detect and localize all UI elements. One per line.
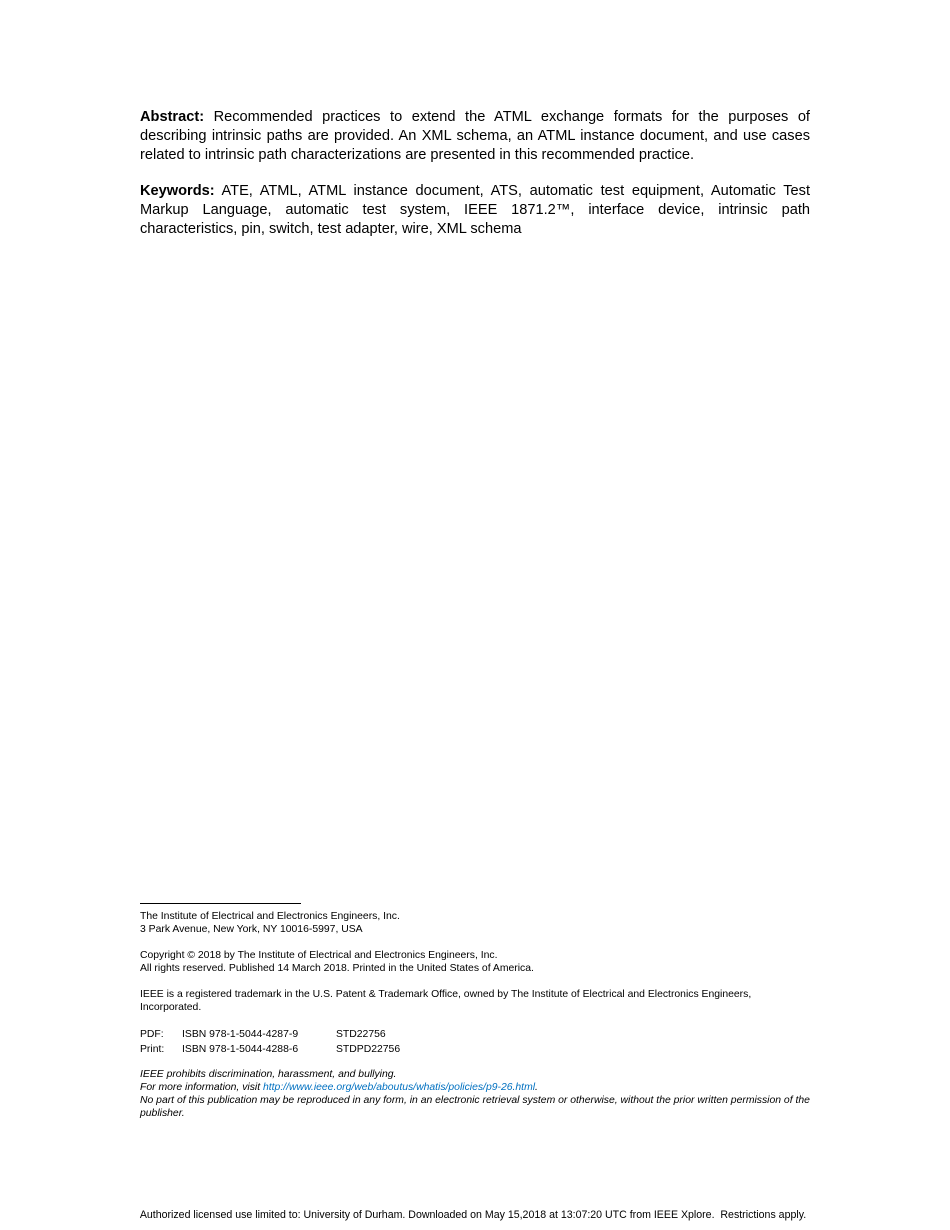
- trademark-notice: IEEE is a registered trademark in the U.S. Patent & Trademark Office, owned by The Institute of Electrical and Electronics Engineers, Incorporated.: [140, 989, 752, 1013]
- anti-harassment-notice: IEEE prohibits discrimination, harassment, and bullying.: [140, 1069, 397, 1080]
- isbn-code: STDPD22756: [336, 1044, 401, 1055]
- more-info-prefix: For more information, visit: [140, 1082, 263, 1093]
- keywords-label: Keywords:: [140, 183, 215, 199]
- isbn-row-pdf: [140, 1027, 400, 1042]
- more-info-line: [140, 1081, 812, 1094]
- keywords-paragraph: [140, 182, 810, 239]
- abstract-label: Abstract:: [140, 109, 205, 125]
- isbn-code: STD22756: [336, 1029, 386, 1040]
- rights-line: All rights reserved. Published 14 March 2018. Printed in the United States of America.: [140, 963, 534, 974]
- isbn-number: ISBN 978-1-5044-4287-9: [182, 1029, 299, 1040]
- isbn-format: Print:: [140, 1044, 165, 1055]
- publisher-name: The Institute of Electrical and Electronics Engineers, Inc.: [140, 911, 400, 922]
- publisher-address: [140, 910, 812, 936]
- download-footer: Authorized licensed use limited to: University of Durham. Downloaded on May 15,2018 at 13:07:20 UTC from IEEE Xplore. Restrictions apply.: [139, 1209, 807, 1221]
- more-info-suffix: .: [535, 1082, 538, 1093]
- isbn-format: PDF:: [140, 1029, 164, 1040]
- copyright-notice: [140, 949, 812, 975]
- isbn-number: ISBN 978-1-5044-4288-6: [182, 1044, 299, 1055]
- footnote-divider: [140, 903, 301, 904]
- copyright-line: Copyright © 2018 by The Institute of Electrical and Electronics Engineers, Inc.: [140, 950, 498, 961]
- legal-notices: [140, 1068, 812, 1120]
- policy-link[interactable]: http://www.ieee.org/web/aboutus/whatis/policies/p9-26.html: [263, 1082, 536, 1093]
- abstract-paragraph: [140, 108, 810, 165]
- publisher-street: 3 Park Avenue, New York, NY 10016-5997, USA: [140, 924, 363, 935]
- isbn-row-print: [140, 1042, 400, 1057]
- abstract-text: Recommended practices to extend the ATML exchange formats for the purposes of describing intrinsic paths are provided. An XML schema, an ATML instance document, and use cases related to intrinsic path characterizations are presented in this recommended practice.: [140, 109, 810, 163]
- keywords-text: ATE, ATML, ATML instance document, ATS, automatic test equipment, Automatic Test Markup Language, automatic test system, IEEE 1871.2™, interface device, intrinsic path characteristics, pin, switch, test adapter, wire, XML schema: [140, 183, 810, 237]
- isbn-table: [140, 1027, 400, 1057]
- reproduction-notice: No part of this publication may be reproduced in any form, in an electronic retrieval system or otherwise, without the prior written permission of the publisher.: [140, 1095, 810, 1119]
